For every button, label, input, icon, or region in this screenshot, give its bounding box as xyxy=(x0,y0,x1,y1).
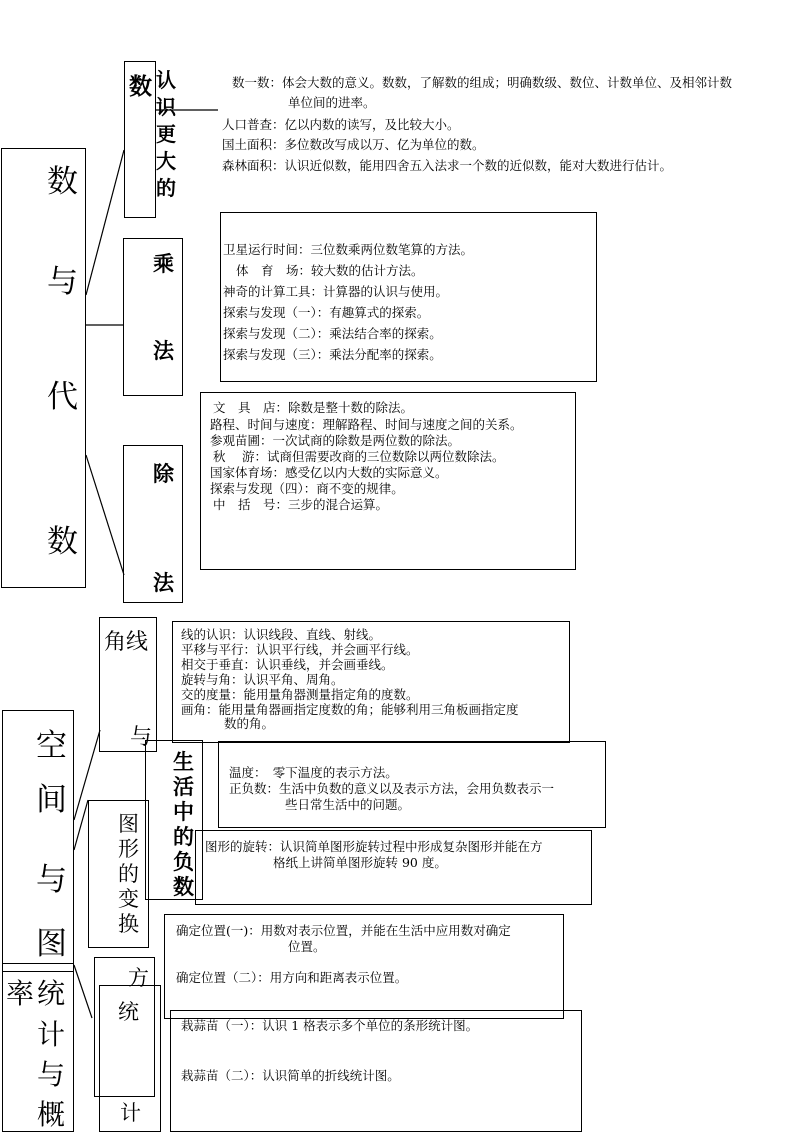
note-jiaoxian-2: 平移与平行：认识平行线，并会画平行线。 xyxy=(181,642,419,657)
section-tongji-side: 率 xyxy=(6,977,35,1010)
sub-chengfa-char-2: 法 xyxy=(153,339,174,363)
note-jiaoxian-1: 线的认识：认识线段、直线、射线。 xyxy=(181,627,382,642)
sub-bianhuan-char-1: 图 xyxy=(118,812,139,836)
note-jiaoxian-7: 数的角。 xyxy=(224,716,275,731)
sub-fangxiang-char-1: 方 xyxy=(128,966,149,990)
sub-renshi-char-5: 的 xyxy=(156,176,176,200)
note-chufa-7: 中 括 号：三步的混合运算。 xyxy=(213,497,389,512)
note-bianhuan-2: 格纸上讲简单图形旋转 90 度。 xyxy=(273,855,447,870)
sub-renshi-char-4: 大 xyxy=(156,149,176,173)
note-chengfa-4: 探索与发现（一）：有趣算式的探索。 xyxy=(223,305,430,320)
sub-fushu-char-6: 数 xyxy=(173,875,194,899)
sub-renshi-big: 数 xyxy=(129,74,152,100)
note-renshi-1: 数一数：体会大数的意义。数数，了解数的组成；明确数级、数位、计数单位、及相邻计数 xyxy=(232,75,733,90)
note-fangxiang-1: 确定位置(一)：用数对表示位置，并能在生活中应用数对确定 xyxy=(176,923,511,938)
note-tongji-2: 栽蒜苗（二）：认识简单的折线统计图。 xyxy=(181,1068,400,1083)
note-jiaoxian-4: 旋转与角：认识平角、周角。 xyxy=(181,672,344,687)
note-chufa-1: 文 具 店：除数是整十数的除法。 xyxy=(213,400,414,415)
note-fangxiang-2: 位置。 xyxy=(288,939,326,954)
note-chufa-2: 路程、时间与速度：理解路程、时间与速度之间的关系。 xyxy=(210,417,523,432)
note-chengfa-2: 体 育 场：较大数的估计方法。 xyxy=(236,263,424,278)
section-shu-yu-dai-shu-char-4: 数 xyxy=(47,524,78,560)
note-renshi-5: 森林面积：认识近似数，能用四舍五入法求一个数的近似数，能对大数进行估计。 xyxy=(222,158,673,173)
sub-fushu-char-5: 负 xyxy=(173,850,194,874)
section-kongjian-char-1: 空 xyxy=(36,728,67,764)
sub-fushu-char-2: 活 xyxy=(173,775,194,799)
sub-jiaoxian-b: 与 xyxy=(130,725,153,750)
section-tongji-char-1: 统 xyxy=(37,977,66,1010)
section-kongjian-char-3: 与 xyxy=(36,862,67,898)
sub-chufa-char-2: 法 xyxy=(153,571,174,595)
note-tongji-1: 栽蒜苗（一）：认识 1 格表示多个单位的条形统计图。 xyxy=(181,1018,479,1033)
sub-bianhuan-char-2: 形 xyxy=(118,837,139,861)
note-chengfa-1: 卫星运行时间：三位数乘两位数笔算的方法。 xyxy=(223,242,474,257)
section-kongjian-char-4: 图 xyxy=(36,926,67,962)
note-chufa-3: 参观苗圃：一次试商的除数是两位数的除法。 xyxy=(210,433,461,448)
note-renshi-3: 人口普查：亿以内数的读写，及比较大小。 xyxy=(222,117,460,132)
sub-fushu-char-3: 中 xyxy=(173,800,194,824)
section-shu-yu-dai-shu-char-2: 与 xyxy=(47,264,78,300)
sub-jiaoxian-a: 角线 xyxy=(104,630,149,655)
sub-fushu-char-1: 生 xyxy=(173,750,194,774)
sub-tongji-b: 计 xyxy=(120,1101,141,1125)
sub-bianhuan-char-3: 的 xyxy=(118,862,139,886)
sub-renshi-char-1: 认 xyxy=(156,68,176,92)
section-tongji-char-2: 计 xyxy=(37,1018,66,1051)
note-jiaoxian-6: 画角：能用量角器画指定度数的角；能够利用三角板画指定度 xyxy=(181,702,519,717)
sub-renshi-char-2: 识 xyxy=(156,95,176,119)
section-shu-yu-dai-shu-char-3: 代 xyxy=(47,379,78,415)
note-renshi-2: 单位间的进率。 xyxy=(288,95,376,110)
sub-tongji-a: 统 xyxy=(118,1000,139,1024)
sub-chengfa-char-1: 乘 xyxy=(153,252,174,276)
note-jiaoxian-5: 交的度量：能用量角器测量指定角的度数。 xyxy=(181,687,419,702)
note-fushu-1: 温度： 零下温度的表示方法。 xyxy=(229,765,398,780)
sub-chufa-char-1: 除 xyxy=(153,462,174,486)
section-tongji-char-3: 与 xyxy=(37,1058,66,1091)
note-bianhuan-1: 图形的旋转：认识简单图形旋转过程中形成复杂图形并能在方 xyxy=(205,839,543,854)
note-fushu-3: 些日常生活中的问题。 xyxy=(285,797,411,812)
sub-bianhuan-char-5: 换 xyxy=(118,912,139,936)
section-kongjian-char-2: 间 xyxy=(36,782,67,818)
sub-renshi-char-3: 更 xyxy=(156,122,176,146)
section-tongji-char-4: 概 xyxy=(37,1098,66,1131)
note-fushu-2: 正负数：生活中负数的意义以及表示方法，会用负数表示一 xyxy=(229,781,555,796)
note-jiaoxian-3: 相交于垂直：认识垂线，并会画垂线。 xyxy=(181,657,394,672)
note-renshi-4: 国土面积：多位数改写成以万、亿为单位的数。 xyxy=(222,137,485,152)
note-chufa-6: 探索与发现（四）：商不变的规律。 xyxy=(210,481,404,496)
note-chengfa-5: 探索与发现（二）：乘法结合率的探索。 xyxy=(223,326,442,341)
note-chufa-4: 秋 游：试商但需要改商的三位数除以两位数除法。 xyxy=(213,449,505,464)
note-chufa-5: 国家体育场：感受亿以内大数的实际意义。 xyxy=(210,465,448,480)
note-chengfa-3: 神奇的计算工具：计算器的认识与使用。 xyxy=(223,284,449,299)
note-fangxiang-3: 确定位置（二）：用方向和距离表示位置。 xyxy=(176,970,408,985)
sub-fushu-char-4: 的 xyxy=(173,825,194,849)
note-chengfa-6: 探索与发现（三）：乘法分配率的探索。 xyxy=(223,347,442,362)
sub-bianhuan-char-4: 变 xyxy=(118,887,139,911)
section-shu-yu-dai-shu-char-1: 数 xyxy=(47,164,78,200)
